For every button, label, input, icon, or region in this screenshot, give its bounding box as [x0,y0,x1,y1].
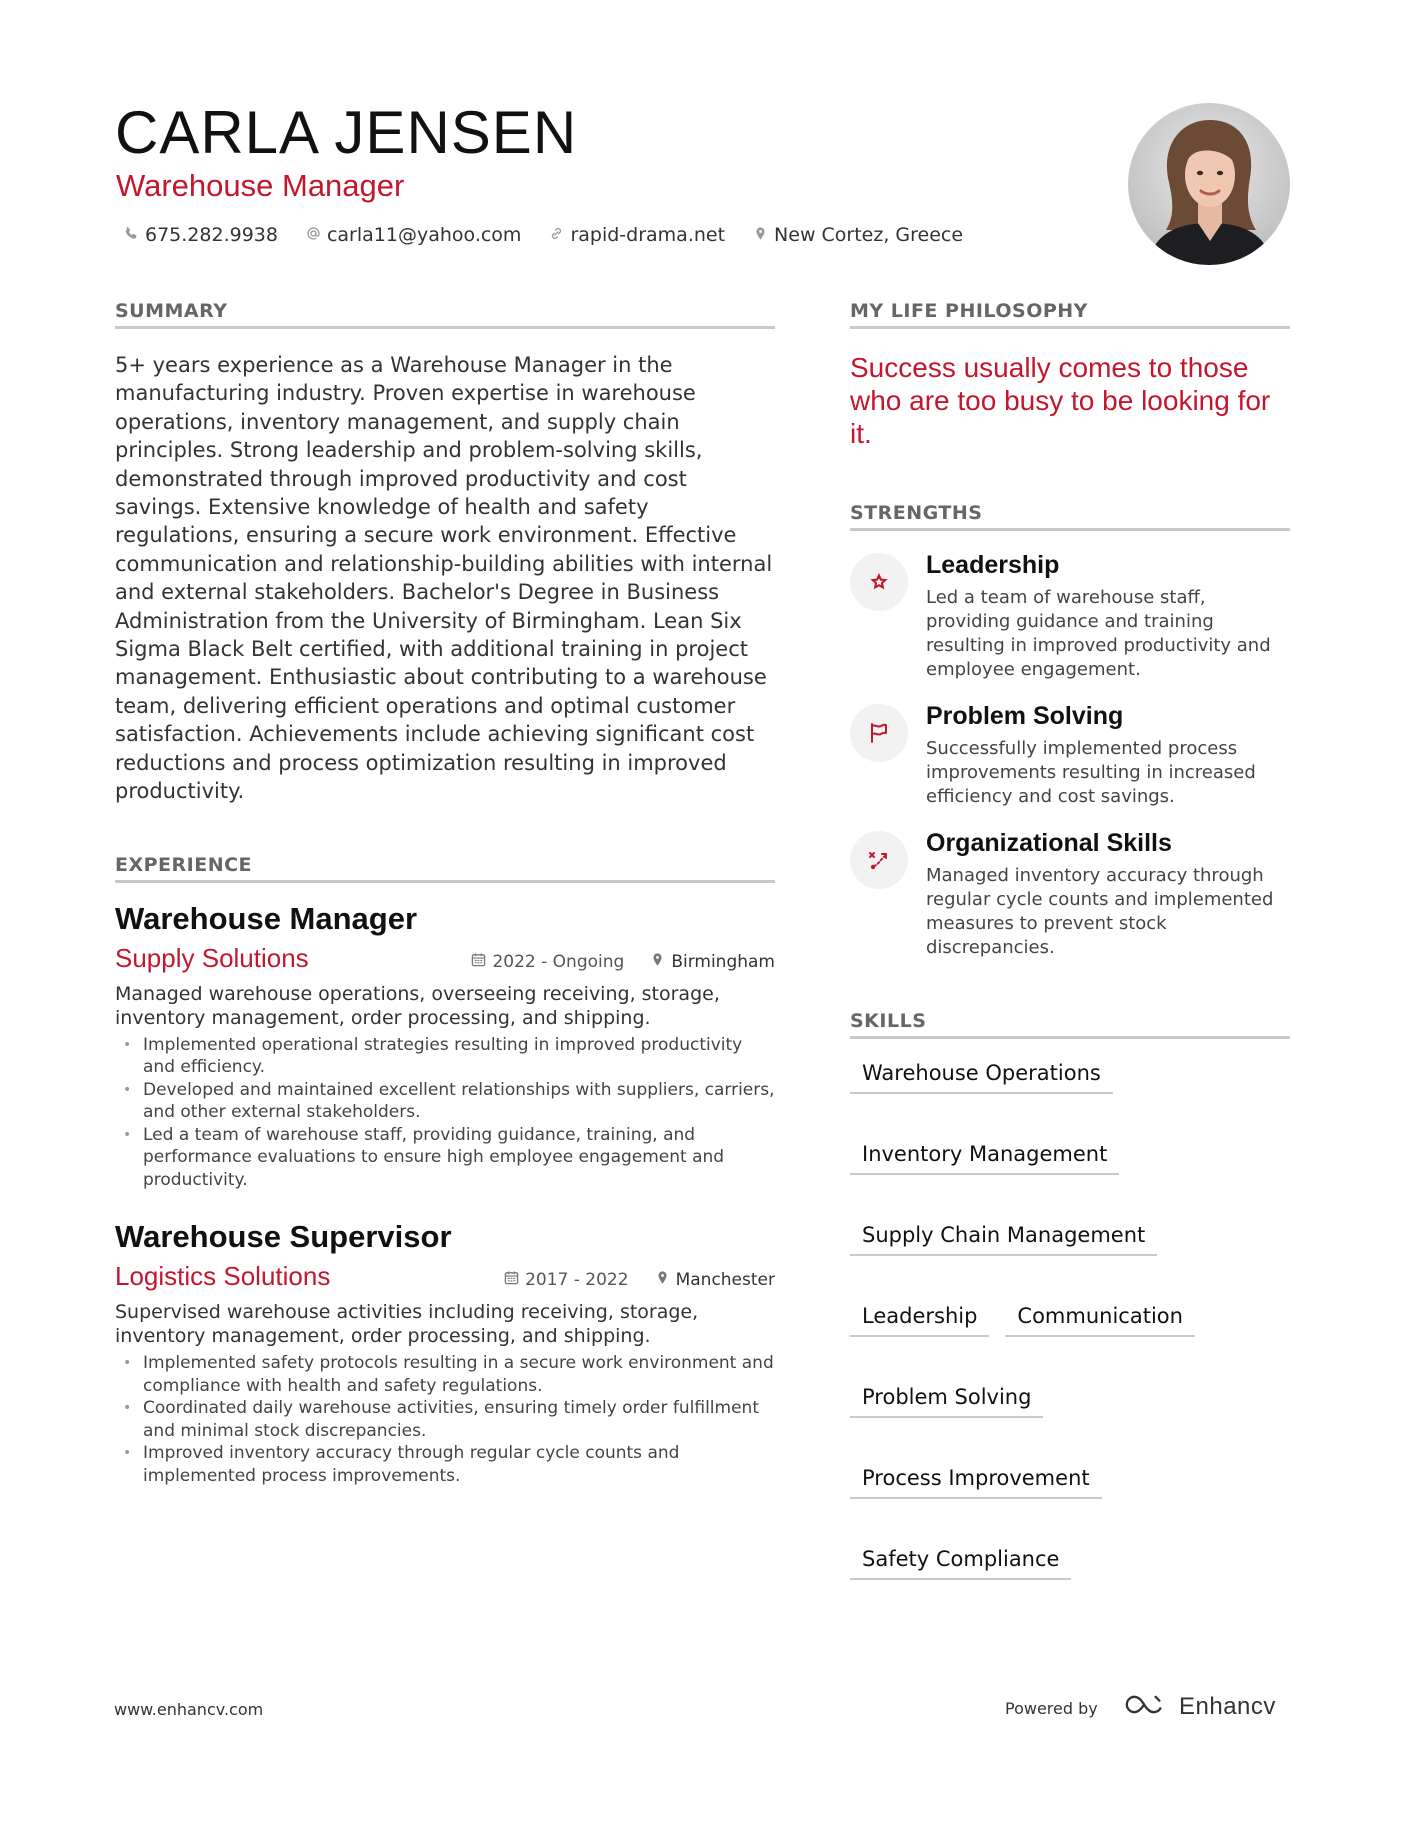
contact-phone[interactable] [124,224,278,246]
strength-desc: Managed inventory accuracy through regular cycle counts and implemented measures to prevent stock discrepancies. [926,865,1274,958]
job-bullets [115,1352,775,1487]
experience-heading: EXPERIENCE [115,854,775,883]
skill-tag: Warehouse Operations [850,1061,1113,1094]
job-dates [471,952,624,972]
job-meta-row [115,943,775,974]
contact-website-text: rapid-drama.net [570,224,726,246]
flag-icon [850,704,908,762]
contact-email[interactable] [306,224,521,246]
at-icon [306,224,321,246]
enhancv-logo-icon [1123,1692,1169,1721]
skill-tag: Safety Compliance [850,1547,1071,1580]
right-column [850,300,1290,1580]
contact-bar [124,224,963,246]
skill-tag: Process Improvement [850,1466,1102,1499]
strength-title: Problem Solving [926,702,1124,730]
contact-website[interactable] [549,224,725,246]
job-bullet: • Implemented operational strategies resulting in improved productivity and efficiency. [143,1034,775,1079]
left-column [115,300,775,1487]
link-icon [549,224,564,246]
strength-item [850,829,1290,960]
job-location [650,952,775,972]
philosophy-section [850,300,1290,450]
job-bullet: • Developed and maintained excellent relationships with suppliers, carriers, and other external stakeholders. [143,1079,775,1124]
skills-heading: SKILLS [850,1010,1290,1039]
job-bullet: • Implemented safety protocols resulting in a secure work environment and compliance with health and safety regulations. [143,1352,775,1397]
job-company: Logistics Solutions [115,1261,331,1291]
job-title: Warehouse Supervisor [115,1219,452,1254]
summary-text: 5+ years experience as a Warehouse Manager in the manufacturing industry. Proven expertise in warehouse operations, inventory management, and supply chain principles. Strong leadership and problem-solving skills, demonstrated through improved productivity and cost savings. Extensive knowledge of health and safety regulations, ensuring a secure work environment. Effective communication and relationship-building abilities with internal and external stakeholders. Bachelor's Degree in Business Administration from the University of Birmingham. Lean Six Sigma Black Belt certified, with additional training in project management. Enthusiastic about contributing to a warehouse team, delivering efficient operations and optimal customer satisfaction. Achievements include achieving significant cost reductions and process optimization resulting in improved productivity. [115,353,773,804]
job-bullet: • Coordinated daily warehouse activities, ensuring timely order fulfillment and minimal stock discrepancies. [143,1397,775,1442]
job-dates-text: 2022 - Ongoing [492,951,625,972]
job-description: Supervised warehouse activities including receiving, storage, inventory management, order processing, and shipping. [115,1301,699,1347]
job-meta-row [115,1261,775,1292]
strength-body [926,702,1290,809]
philosophy-heading: MY LIFE PHILOSOPHY [850,300,1290,329]
phone-icon [124,224,139,246]
job-meta [471,952,775,972]
strength-desc: Led a team of warehouse staff, providing guidance and training resulting in improved productivity and employee engagement. [926,587,1271,680]
skills-section [850,1010,1290,1580]
job-dates [504,1270,628,1290]
summary-heading: SUMMARY [115,300,775,329]
skill-tag: Inventory Management [850,1142,1119,1175]
job-bullet: • Improved inventory accuracy through regular cycle counts and implemented process improvements. [143,1442,775,1487]
strength-item [850,551,1290,682]
experience-section [115,854,775,1488]
job-dates-text: 2017 - 2022 [525,1270,629,1290]
contact-email-text: carla11@yahoo.com [326,224,522,246]
profile-photo [1128,103,1290,265]
job-entry [115,1219,775,1487]
star-icon [850,553,908,611]
enhancv-brand-name: Enhancv [1179,1692,1276,1720]
strength-body [926,829,1290,960]
strength-desc: Successfully implemented process improvements resulting in increased efficiency and cost savings. [926,738,1256,807]
skill-tag: Supply Chain Management [850,1223,1157,1256]
job-title: Warehouse Manager [115,900,418,936]
candidate-role: Warehouse Manager [116,168,405,203]
summary-section [115,300,775,806]
job-description: Managed warehouse operations, overseeing receiving, storage, inventory management, order processing, and shipping. [115,982,720,1029]
job-bullets [115,1034,775,1192]
contact-location-text: New Cortez, Greece [774,224,964,246]
skills-list [850,1061,1290,1580]
location-icon [753,224,768,246]
strengths-section [850,502,1290,960]
candidate-name: CARLA JENSEN [115,99,578,166]
calendar-icon [471,952,486,972]
footer-url[interactable]: www.enhancv.com [114,1700,264,1719]
location-icon [650,952,665,972]
job-company: Supply Solutions [115,942,309,973]
job-location-text: Manchester [675,1270,775,1290]
powered-by-label: Powered by [1005,1699,1098,1718]
job-meta [504,1270,775,1290]
calendar-icon [504,1270,519,1290]
strength-item [850,702,1290,809]
job-entry [115,901,775,1192]
job-location-text: Birmingham [671,951,775,972]
job-location [655,1270,775,1290]
skill-tag: Problem Solving [850,1385,1043,1418]
location-icon [655,1270,670,1290]
strength-body [926,551,1290,682]
route-icon [850,831,908,889]
job-bullet: • Led a team of warehouse staff, providing guidance, training, and performance evaluations to ensure high employee engagement and productivity. [143,1124,775,1192]
philosophy-quote: Success usually comes to those who are too busy to be looking for it. [850,352,1271,449]
strength-title: Organizational Skills [926,829,1172,857]
enhancv-logo[interactable] [1123,1692,1276,1721]
strengths-heading: STRENGTHS [850,502,1290,531]
contact-location [753,224,963,246]
skill-tag: Communication [1005,1304,1195,1337]
strength-title: Leadership [926,551,1060,579]
skill-tag: Leadership [850,1304,989,1337]
contact-phone-text: 675.282.9938 [145,224,278,246]
